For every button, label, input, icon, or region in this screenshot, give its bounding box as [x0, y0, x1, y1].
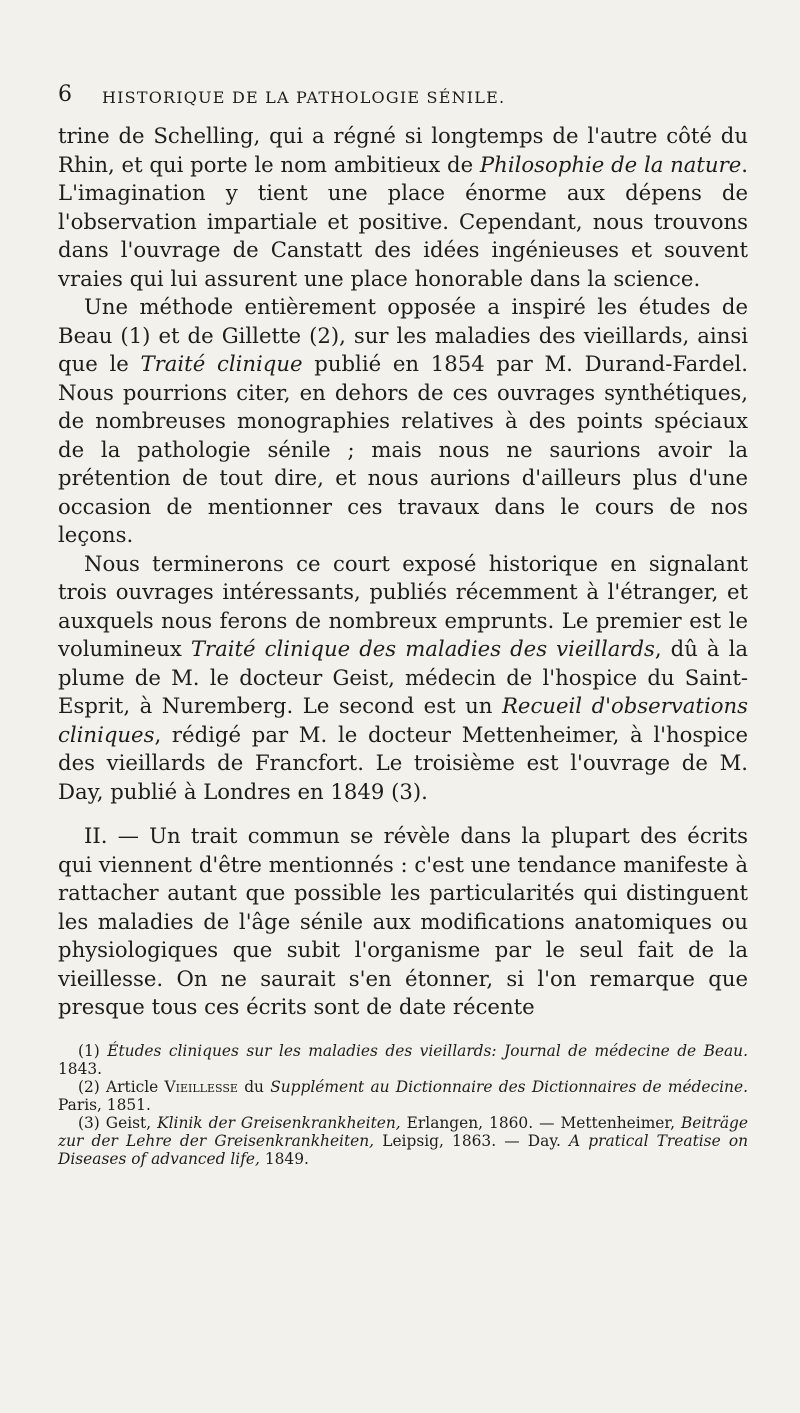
title-traite-clinique: Traité clinique	[140, 351, 303, 376]
text-run: (1)	[78, 1041, 108, 1060]
running-title: HISTORIQUE DE LA PATHOLOGIE SÉNILE.	[102, 88, 506, 107]
text-run: Vieillesse	[164, 1077, 238, 1096]
paragraph-1	[58, 122, 748, 293]
text-run: Klinik der Greisenkrankheiten,	[157, 1113, 401, 1132]
footnote-3	[58, 1114, 748, 1168]
page	[58, 82, 748, 1168]
paragraph-4: II. — Un trait commun se révèle dans la plupart des écrits qui viennent d'être mentionnés : c'est une tendance manifeste à rattacher autant que possible les particularités qui distinguent les maladies de l'âge sénile aux modifications anatomiques ou physiologiques que subit l'organisme par le seul fait de la vieillesse. On ne saurait s'en étonner, si l'on remarque que presque tous ces écrits sont de date récente	[58, 823, 748, 1019]
footnotes	[58, 1042, 748, 1168]
text-run: Une méthode entièrement opposée a inspiré les études de Beau (1) et de Gillette (2), sur les maladies des vieillards, ainsi que le	[58, 294, 748, 376]
text-run: . L'imagination y tient une place énorme aux dépens de l'observation impartiale et positive. Cependant, nous trouvons dans l'ouvrage de Canstatt des idées ingénieuses et souvent vraies qui lui assurent une place honorable dans la science.	[58, 151, 748, 291]
footnote-2	[58, 1078, 748, 1114]
page-header	[58, 82, 748, 122]
title-philosophie: Philosophie de la nature	[479, 151, 742, 177]
text-run: Erlangen, 1860. — Mettenheimer,	[400, 1113, 681, 1132]
text-run: Études cliniques sur les maladies des vieillards: Journal de médecine de Beau.	[107, 1041, 748, 1060]
text-run: A pratical Treatise on Diseases of advanced life,	[58, 1131, 749, 1168]
title-recueil: Recueil d'observations cliniques	[58, 693, 748, 747]
paragraph-2	[58, 293, 748, 550]
text-run: (2) Article	[78, 1077, 165, 1096]
page-number: 6	[58, 82, 74, 107]
text-run: Supplément au Dictionnaire des Dictionnaires de médecine.	[270, 1077, 748, 1096]
text-run: publié en 1854 par M. Durand-Fardel. Nous pourrions citer, en dehors de ces ouvrages synthétiques, de nombreuses monographies relatives à des points spéciaux de la pathologie sénile ; mais nous ne saurions avoir la prétention de tout dire, et nous aurions d'ailleurs plus d'une occasion de mentionner ces travaux dans le cours de nos leçons.	[58, 351, 748, 547]
text-run: Paris, 1851.	[58, 1095, 151, 1114]
text-run: Nous terminerons ce court exposé historique en signalant trois ouvrages intéressants, publiés récemment à l'étranger, et auxquels nous ferons de nombreux emprunts. Le premier est le volumineux	[58, 550, 748, 661]
text-run: (3) Geist,	[78, 1113, 158, 1132]
text-run: 1843.	[58, 1059, 103, 1078]
body-text	[58, 122, 748, 1022]
footnote-1	[58, 1042, 748, 1078]
text-run: trine de Schelling, qui a régné si longtemps de l'autre côté du Rhin, et qui porte le nom ambitieux de	[58, 123, 748, 177]
title-traite-maladies: Traité clinique des maladies des vieillards	[190, 636, 655, 661]
text-run: , rédigé par M. le docteur Mettenheimer, à l'hospice des vieillards de Francfort. Le troisième est l'ouvrage de M. Day, publié à Londres en 1849 (3).	[58, 721, 748, 804]
text-run: Leipsig, 1863. — Day.	[374, 1131, 570, 1150]
text-run: du	[237, 1077, 271, 1096]
text-run: Beiträge zur der Lehre der Greisenkrankheiten,	[58, 1113, 748, 1150]
text-run: , dû à la plume de M. le docteur Geist, médecin de l'hospice du Saint-Esprit, à Nuremberg. Le second est un	[58, 636, 748, 718]
paragraph-3	[58, 550, 748, 807]
text-run: 1849.	[259, 1149, 309, 1168]
